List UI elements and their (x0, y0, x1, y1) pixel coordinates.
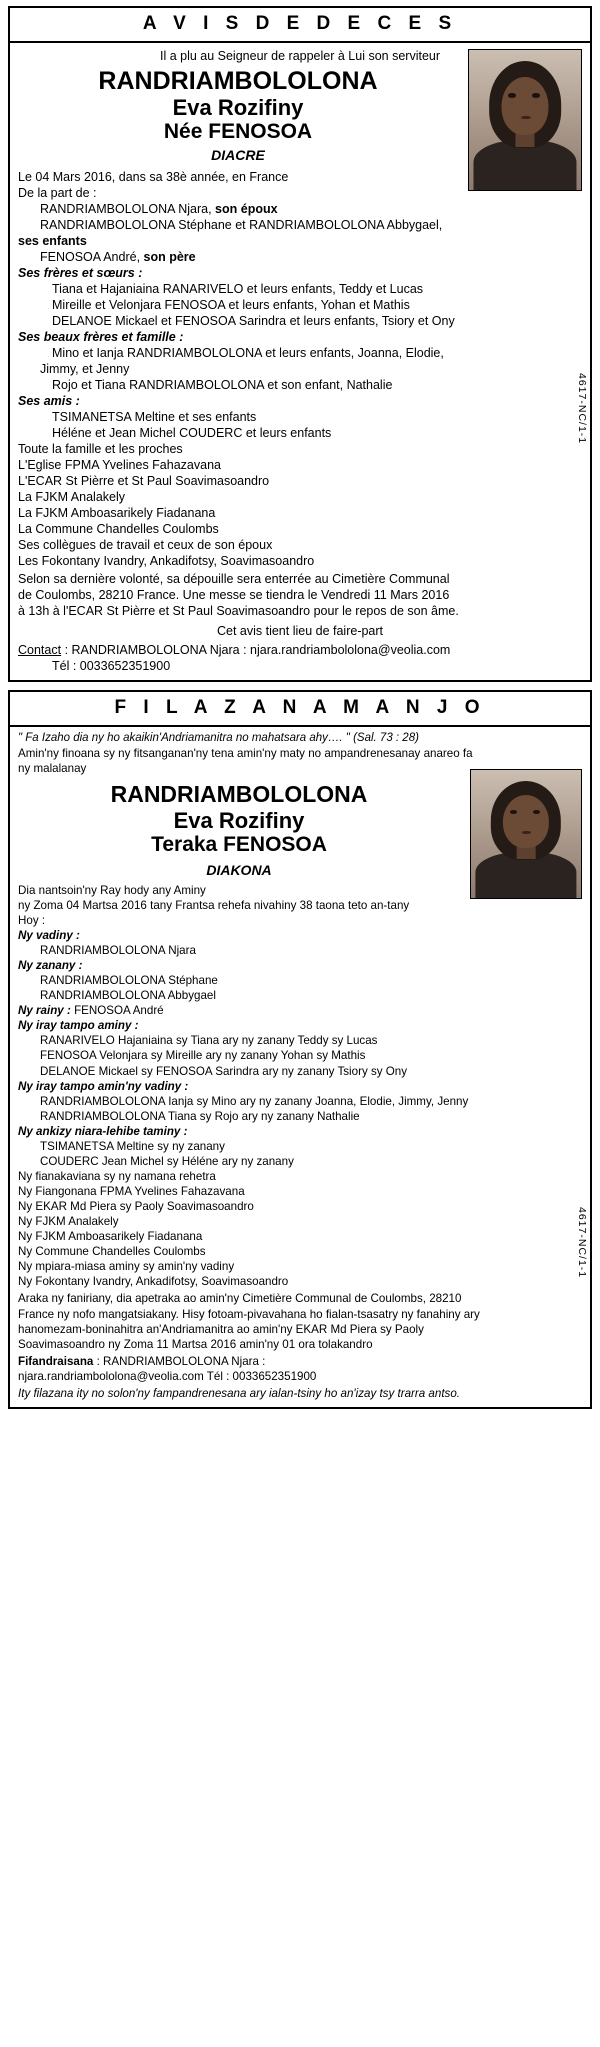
sibling-item: DELANOE Mickael sy FENOSOA Sarindra ary ny zanany Tsiory sy Ony (40, 1064, 408, 1078)
other-item: Ny FJKM Analakely (18, 1215, 119, 1229)
sibling-item: RANARIVELO Hajaniaina sy Tiana ary ny zanany Teddy sy Lucas (40, 1034, 378, 1048)
friend-item: TSIMANETSA Meltine et ses enfants (52, 410, 257, 425)
deceased-maidenname-french: Née FENOSOA (163, 120, 313, 144)
burial-line: à 13h à l'ECAR St Pièrre et St Paul Soavimasoandro pour le repos de son âme. (18, 604, 459, 619)
contact-line-malagasy (18, 1354, 582, 1369)
intro-line: Amin'ny finoana sy ny fitsanganan'ny tena amin'ny maty no ampandrenesanay anareo fa (18, 747, 473, 761)
other-item: Ny fianakaviana sy ny namana rehetra (18, 1169, 216, 1183)
father-line-french (18, 249, 582, 265)
deceased-surname-french: RANDRIAMBOLOLONA (98, 67, 378, 95)
child-item: RANDRIAMBOLOLONA Stéphane (40, 974, 218, 988)
friends-label-french: Ses amis : (18, 394, 80, 409)
father-line-malagasy (18, 1003, 582, 1018)
inlaws-label-french: Ses beaux frères et famille : (18, 330, 184, 345)
reference-code-malagasy: 4617-NC/1-1 (576, 1207, 588, 1279)
burial-line-malagasy: Araka ny faniriany, dia apetraka ao amin'ny Cimetière Communal de Coulombs, 28210 (18, 1292, 462, 1306)
siblings-label-malagasy: Ny iray tampo aminy : (18, 1019, 139, 1033)
inlaw-item: Mino et Ianja RANDRIAMBOLOLONA et leurs enfants, Joanna, Elodie, (52, 346, 444, 361)
other-item: Ny Fokontany Ivandry, Ankadifotsy, Soavimasoandro (18, 1275, 289, 1289)
phone-french: Tél : 0033652351900 (52, 659, 171, 674)
photo-face (503, 795, 549, 849)
contact-value-french[interactable]: : RANDRIAMBOLOLONA Njara : njara.randriambololona@veolia.com (61, 643, 451, 658)
deceased-role-french: DIACRE (211, 147, 265, 164)
other-item: Ny Fiangonana FPMA Yvelines Fahazavana (18, 1185, 245, 1199)
friend-item: Héléne et Jean Michel COUDERC et leurs enfants (52, 426, 332, 441)
photo-mouth (521, 116, 531, 119)
children-line-french: RANDRIAMBOLOLONA Stéphane et RANDRIAMBOLOLONA Abbygael, (40, 218, 443, 233)
lead-text-french: Il a plu au Seigneur de rappeler à Lui son serviteur (159, 49, 441, 63)
sibling-item: FENOSOA Velonjara sy Mireille ary ny zanany Yohan sy Mathis (40, 1049, 366, 1063)
other-item: La Commune Chandelles Coulombs (18, 522, 219, 537)
photo-eye-right (532, 93, 540, 97)
photo-eye-right (533, 810, 541, 814)
contact-label-malagasy: Fifandraisana (18, 1354, 94, 1368)
photo-eye-left (510, 810, 518, 814)
father-label-malagasy: Ny rainy : (18, 1004, 71, 1018)
burial-line-malagasy: Soavimasoandro ny Zoma 11 Martsa 2016 amin'ny 01 ora tolakandro (18, 1337, 373, 1351)
burial-line: de Coulombs, 28210 France. Une messe se tiendra le Vendredi 11 Mars 2016 (18, 588, 450, 603)
contact-value-malagasy: : RANDRIAMBOLOLONA Njara : (93, 1354, 266, 1368)
banner-filazana-manjo: F I L A Z A N A M A N J O (10, 692, 590, 727)
intro-line: ny malalanay (18, 762, 87, 776)
inlaw-item: RANDRIAMBOLOLONA Ianja sy Mino ary ny zanany Joanna, Elodie, Jimmy, Jenny (40, 1094, 469, 1108)
children-label-malagasy: Ny zanany : (18, 959, 83, 973)
inlaw-item: Rojo et Tiana RANDRIAMBOLOLONA et son enfant, Nathalie (52, 378, 393, 393)
deceased-maidenname-malagasy: Teraka FENOSOA (151, 833, 327, 857)
portrait-photo-malagasy (470, 769, 582, 899)
burial-line: Selon sa dernière volonté, sa dépouille sera enterrée au Cimetière Communal (18, 572, 450, 587)
death-notice-french (8, 6, 592, 682)
banner-avis-de-deces: A V I S D E D E C E S (10, 8, 590, 43)
father-name-french: FENOSOA André, (40, 250, 144, 265)
friend-item: TSIMANETSA Meltine sy ny zanany (40, 1139, 225, 1153)
footer-note-malagasy: Ity filazana ity no solon'ny fampandrenesana ary ialan-tsiny ho an'izay tsy trarra antso. (18, 1386, 461, 1400)
death-notice-malagasy (8, 690, 592, 1409)
other-item: La FJKM Amboasarikely Fiadanana (18, 506, 216, 521)
from-label-french: De la part de : (18, 186, 97, 201)
father-name-malagasy: FENOSOA André (70, 1004, 164, 1018)
bible-quote: " Fa Izaho dia ny ho akaikin'Andriamanitra no mahatsara ahy…. " (Sal. 73 : 28) (18, 732, 419, 745)
children-label-french: ses enfants (18, 234, 87, 249)
reference-code-french: 4617-NC/1-1 (576, 373, 588, 445)
hoy-label: Hoy : (18, 913, 46, 927)
deceased-role-malagasy: DIAKONA (206, 861, 272, 878)
other-item: Ny Commune Chandelles Coulombs (18, 1245, 206, 1259)
inlaw-item: Jimmy, et Jenny (40, 362, 130, 377)
spouse-name-malagasy: RANDRIAMBOLOLONA Njara (40, 944, 196, 958)
death-date-french: Le 04 Mars 2016, dans sa 38è année, en France (18, 170, 289, 185)
contact-line-french (18, 642, 582, 658)
sibling-item: DELANOE Mickael et FENOSOA Sarindra et leurs enfants, Tsiory et Ony (52, 314, 455, 329)
friends-label-malagasy: Ny ankizy niara-lehibe taminy : (18, 1124, 188, 1138)
spouse-label-malagasy: Ny vadiny : (18, 928, 80, 942)
deceased-firstname-malagasy: Eva Rozifiny (173, 808, 305, 834)
other-item: Ses collègues de travail et ceux de son époux (18, 538, 273, 553)
deceased-surname-malagasy: RANDRIAMBOLOLONA (110, 781, 368, 808)
other-item: Ny EKAR Md Piera sy Paoly Soavimasoandro (18, 1200, 254, 1214)
death-line-malagasy: Dia nantsoin'ny Ray hody any Aminy (18, 883, 206, 897)
other-item: L'Eglise FPMA Yvelines Fahazavana (18, 458, 221, 473)
contact-email-phone-malagasy[interactable]: njara.randriambololona@veolia.com Tél : 0033652351900 (18, 1369, 317, 1383)
inlaw-item: RANDRIAMBOLOLONA Tiana sy Rojo ary ny zanany Nathalie (40, 1109, 360, 1123)
sibling-item: Mireille et Velonjara FENOSOA et leurs enfants, Yohan et Mathis (52, 298, 410, 313)
other-item: L'ECAR St Pièrre et St Paul Soavimasoandro (18, 474, 270, 489)
spouse-line-french (18, 201, 582, 217)
deceased-firstname-french: Eva Rozifiny (172, 95, 304, 120)
spouse-name-french: RANDRIAMBOLOLONA Njara, (40, 202, 216, 217)
father-relation-french: son père (143, 250, 196, 265)
portrait-photo-french (468, 49, 582, 191)
notice-malagasy-body (10, 727, 590, 1407)
burial-line-malagasy: hanomezam-boninahitra an'Andriamanitra ao amin'ny EKAR Md Piera sy Paoly (18, 1322, 424, 1336)
friend-item: COUDERC Jean Michel sy Héléne ary ny zanany (40, 1154, 294, 1168)
siblings-label-french: Ses frères et sœurs : (18, 266, 143, 281)
other-item: Toute la famille et les proches (18, 442, 183, 457)
other-item: Ny FJKM Amboasarikely Fiadanana (18, 1230, 203, 1244)
photo-mouth (522, 831, 532, 834)
inlaws-label-malagasy: Ny iray tampo amin'ny vadiny : (18, 1079, 189, 1093)
other-item: Les Fokontany Ivandry, Ankadifotsy, Soavimasoandro (18, 554, 315, 569)
photo-face (501, 77, 548, 136)
faire-part-french: Cet avis tient lieu de faire-part (216, 624, 384, 639)
obituary-page (0, 6, 600, 1409)
child-item: RANDRIAMBOLOLONA Abbygael (40, 989, 216, 1003)
contact-label-french: Contact (18, 643, 62, 658)
other-item: La FJKM Analakely (18, 490, 125, 505)
burial-line-malagasy: France ny nofo mangatsiakany. Hisy fotoam-pivavahana ho fialan-tsasatry ny fanahiny ary (18, 1307, 480, 1321)
sibling-item: Tiana et Hajaniaina RANARIVELO et leurs enfants, Teddy et Lucas (52, 282, 424, 297)
photo-eye-left (508, 93, 516, 97)
death-line-malagasy: ny Zoma 04 Martsa 2016 tany Frantsa rehefa nivahiny 38 taona teto an-tany (18, 898, 410, 912)
spouse-relation-french: son époux (215, 202, 278, 217)
other-item: Ny mpiara-miasa aminy sy amin'ny vadiny (18, 1260, 235, 1274)
notice-french-body (10, 43, 590, 680)
